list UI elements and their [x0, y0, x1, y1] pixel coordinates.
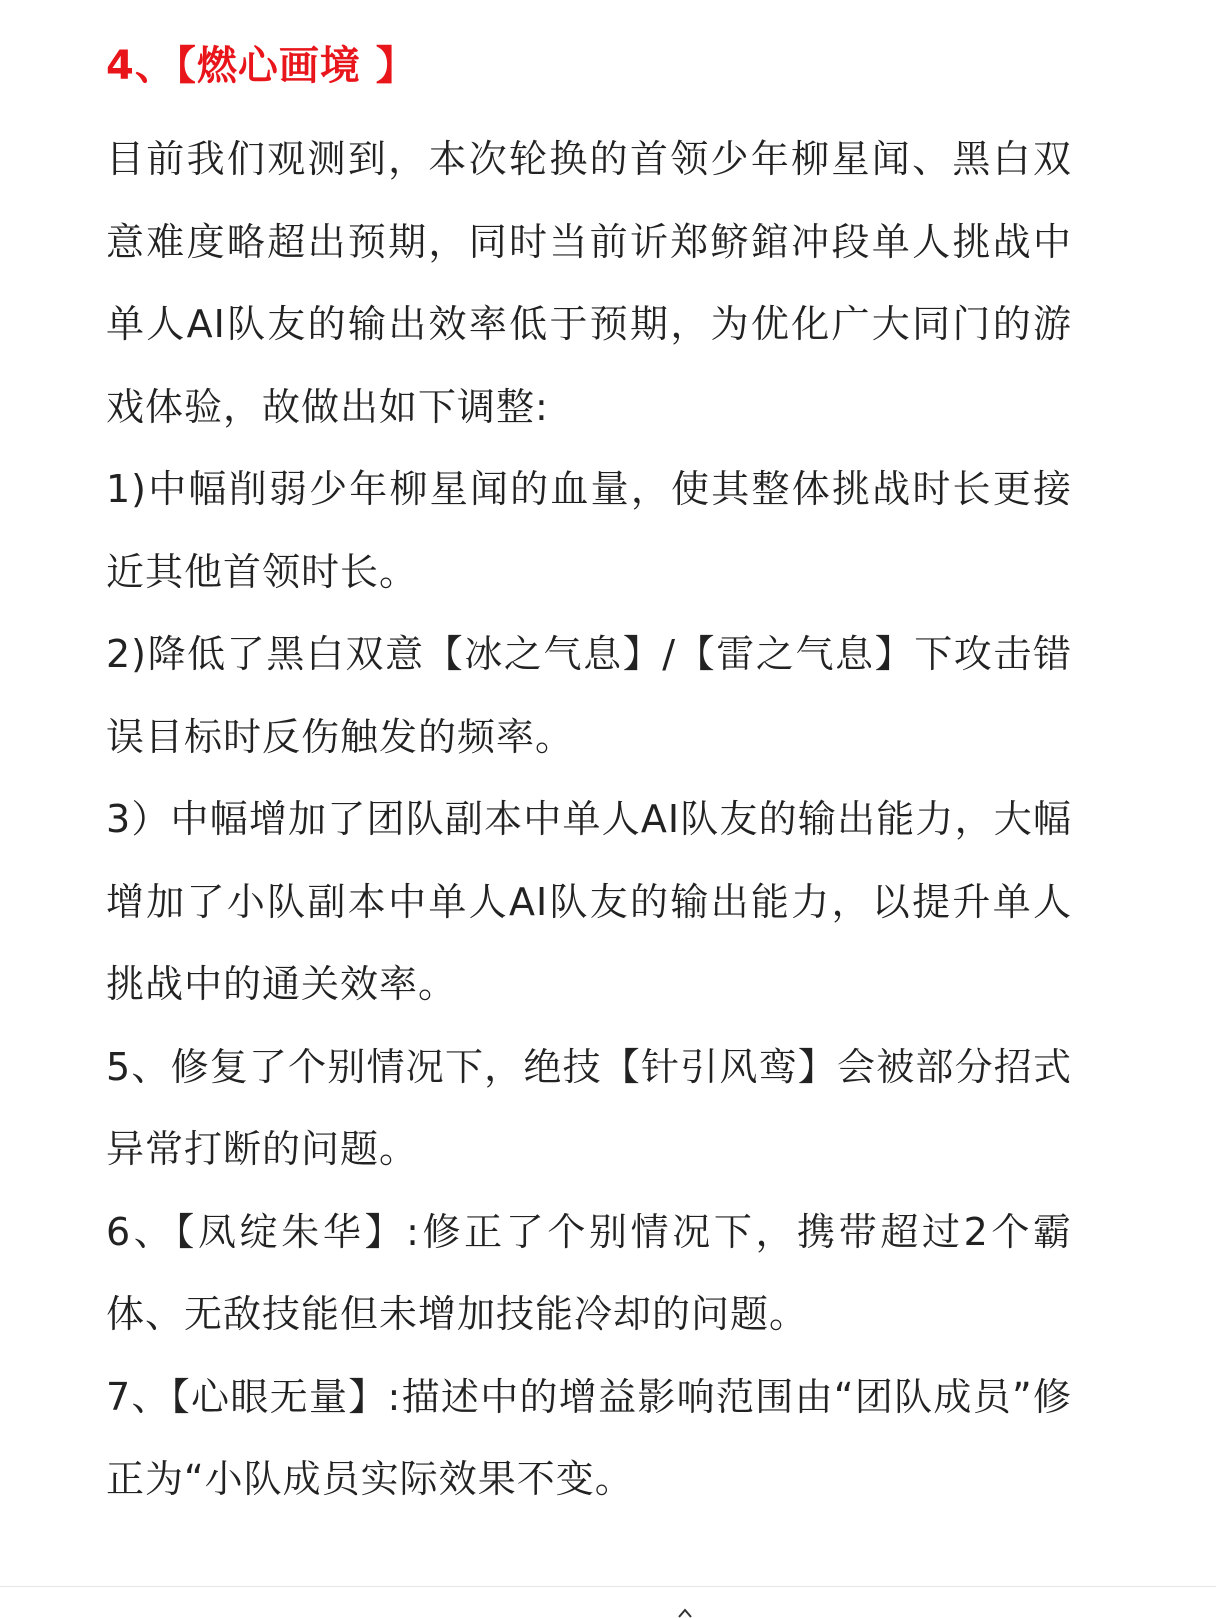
- caret-up-icon: [678, 1608, 692, 1618]
- fix-5-paragraph: 5、修复了个别情况下，绝技【针引风鸾】会被部分招式异常打断的问题。: [106, 1044, 1072, 1171]
- item-3-paragraph: 3）中幅增加了团队副本中单人AI队友的输出能力，大幅增加了小队副本中单人AI队友的输出能力，以提升单人挑战中的通关效率。: [106, 797, 1072, 1006]
- item-2-paragraph: 2)降低了黑白双意【冰之气息】/【雷之气息】下攻击错误目标时反伤触发的频率。: [106, 632, 1072, 759]
- fix-7-paragraph: 7、【心眼无量】:描述中的增益影响范围由“团队成员”修正为“小队成员实际效果不变。: [106, 1374, 1072, 1501]
- section-heading: 4、【燃心画境 】: [106, 43, 417, 89]
- fix-6-paragraph: 6、【凤绽朱华】:修正了个别情况下，携带超过2个霸体、无敌技能但未增加技能冷却的问题。: [106, 1209, 1072, 1336]
- bottom-divider: [0, 1586, 1216, 1587]
- intro-paragraph: 目前我们观测到，本次轮换的首领少年柳星闻、黑白双意难度略超出预期，同时当前䜣郑鲚錧冲段单人挑战中单人AI队友的输出效率低于预期，为优化广大同门的游戏体验，故做出如下调整:: [106, 137, 1072, 429]
- item-1-paragraph: 1)中幅削弱少年柳星闻的血量，使其整体挑战时长更接近其他首领时长。: [106, 467, 1072, 594]
- article-content: [106, 34, 1072, 1521]
